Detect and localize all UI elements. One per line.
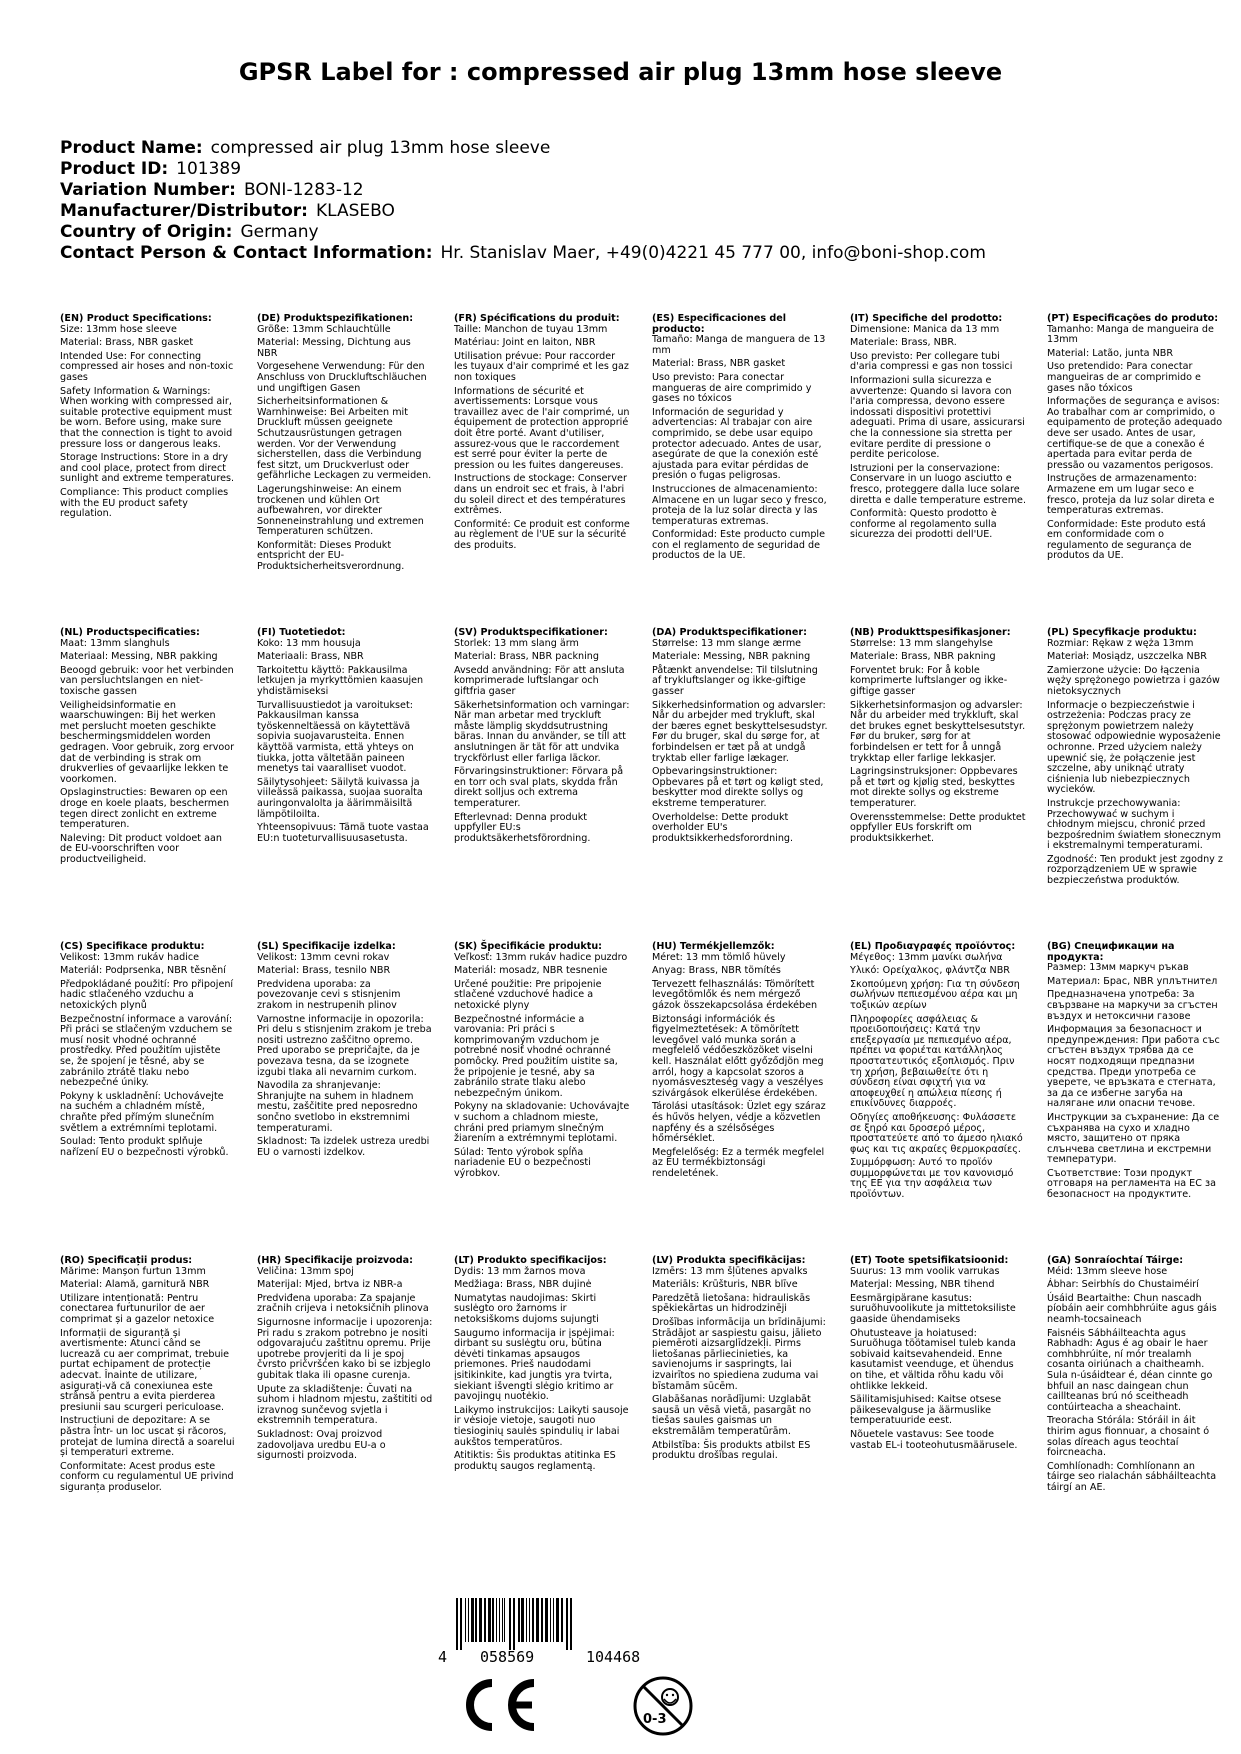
spec-row: Sikkerhetsinformasjon og advarsler: Når du arbeider med trykkluft, skal det brukes egnet beskyttelsesutstyr. Før du bruker, sørg for at forbindelsen er tett for å unngå trykktap eller farlige lekkasjer. [850,699,1026,764]
product-info-value: Germany [240,222,319,242]
spec-row: Méret: 13 mm tömlő hüvely [652,951,786,963]
spec-row: Informazioni sulla sicurezza e avvertenze: Quando si lavora con l'aria compressa, devono essere indossati dispositivi protettivi adeguati. Prima di usare, assicurarsi che la connessione sia stretta per evitare perdite di pressione o perdite pericolose. [850,374,1025,461]
spec-row: Safety Information & Warnings: When working with compressed air, suitable protective equipment must be worn. Before using, make sure that the connection is tight to avoid pressure loss or dangerous leaks. [60,385,233,450]
spec-row: Utilisation prévue: Pour raccorder les tuyaux d'air comprimé et les gaz non toxiques [454,350,629,383]
spec-heading: (RO) Specificații produs: [60,1255,193,1266]
spec-heading: (EN) Product Specifications: [60,313,212,324]
spec-row: Bezpečnostní informace a varování: Při práci se stlačeným vzduchem se musí nosit vhodné ochranné prostředky. Před použitím ujistěte se, že spojení je těsné, aby se zabránilo ztrátě tlaku nebo nebezpečné úniky. [60,1013,233,1089]
product-info-value: KLASEBO [315,201,395,221]
spec-row: Materiał: Mosiądz, uszczelka NBR [1047,651,1207,663]
spec-block [850,628,1026,847]
spec-block [850,1256,1026,1454]
spec-heading: (PL) Specyfikacje produktu: [1047,627,1197,638]
ce-mark-icon [456,1675,540,1735]
spec-row: Material: Brass, NBR gasket [60,337,194,349]
spec-row: Μέγεθος: 13mm μανίκι σωλήνα [850,951,1003,963]
spec-heading: (ET) Toote spetsifikatsioonid: [850,1255,1009,1266]
spec-row: Tamanho: Manga de mangueira de 13mm [1047,323,1214,346]
barcode-digits-right: 104468 [586,1648,641,1666]
spec-row: Súlad: Tento výrobok spĺňa nariadenie EÚ o bezpečnosti výrobkov. [454,1146,591,1179]
spec-block [1047,628,1223,890]
spec-row: Material: Messing, Dichtung aus NBR [257,337,411,359]
product-info-label: Country of Origin: [60,222,233,242]
spec-row: Sukladnost: Ovaj proizvod zadovoljava uredbu EU-a o sigurnosti proizvoda. [257,1428,386,1462]
spec-block [454,628,630,847]
spec-row: Upute za skladištenje: Čuvati na suhom i hladnom mjestu, zaštititi od izravnog sunčevog svjetla i ekstremnih temperatura. [257,1383,433,1427]
spec-row: Soulad: Tento produkt splňuje nařízení EU o bezpečnosti výrobků. [60,1136,229,1158]
spec-row: Storlek: 13 mm slang ärm [454,637,579,649]
spec-row: Předpokládané použití: Pro připojení hadic stlačeného vzduchu a netoxických plynů [60,978,234,1011]
product-info-row [60,243,986,264]
spec-row: Informacje o bezpieczeństwie i ostrzeżenia: Podczas pracy ze sprężonym powietrzem należy stosować odpowiednie wyposażenie ochronne. Przed użyciem należy upewnić się, że połączenie jest szczelne, aby uniknąć utraty ciśnienia lub niebezpiecznych wycieków. [1047,699,1221,796]
spec-row: Säilitamisjuhised: Kaitse otsese päikesevalguse ja äärmuslike temperatuuride eest. [850,1394,1002,1427]
spec-row: Utilizare intenționată: Pentru conectarea furtunurilor de aer comprimat și a gazelor netoxice [60,1292,215,1325]
spec-row: Uso previsto: Per collegare tubi d'aria compressi e gas non tossici [850,350,1013,373]
spec-row: Påtænkt anvendelse: Til tilslutning af trykluftslanger og ikke-giftige gasser [652,664,818,697]
page-title: GPSR Label for : compressed air plug 13mm hose sleeve [238,58,1003,86]
spec-row: Laikymo instrukcijos: Laikyti sausoje ir vėsioje vietoje, saugoti nuo tiesioginių saulės spindulių ir labai aukštos temperatūros. [454,1404,629,1448]
product-info-row [60,138,986,159]
spec-row: Sigurnosne informacije i upozorenja: Pri radu s zrakom potrebno je nositi odgovarajuću zaštitnu opremu. Prije upotrebe provjeriti da li je spoj čvrsto pričvršćen kako bi se izbjeglo gubitak tlaka ili opasne curenja. [257,1316,433,1381]
spec-row: Treoracha Stórála: Stóráil in áit thirim agus fionnuar, a chosaint ó solas díreach agus teochtaí foircneacha. [1047,1415,1210,1459]
spec-row: Opslaginstructies: Bewaren op een droge en koele plaats, beschermen tegen direct zonlicht en extreme temperaturen. [60,787,230,831]
spec-block [454,1256,630,1475]
spec-block [454,942,630,1182]
spec-block [454,314,630,554]
spec-row: Instrucciones de almacenamiento: Almacene en un lugar seco y fresco, proteja de la luz solar directa y las temperaturas extremas. [652,483,827,527]
spec-row: Instrukcje przechowywania: Przechowywać w suchym i chłodnym miejscu, chronić przed bezpośrednim światłem słonecznym i ekstremalnymi temperaturami. [1047,797,1222,852]
spec-row: Conformité: Ce produit est conforme au règlement de l'UE sur la sécurité des produits. [454,518,630,551]
spec-row: Drošības informācija un brīdinājumi: Strādājot ar saspiestu gaisu, jālieto piemēroti aizsarglīdzekļi. Pirms lietošanas pārliecinieties, ka savienojums ir saspringts, lai izvairītos no spiediena zuduma vai bīstamām sūcēm. [652,1316,826,1392]
spec-row: Dydis: 13 mm žarnos mova [454,1265,586,1277]
barcode-digit-first: 4 [438,1648,448,1666]
spec-row: Matériau: Joint en laiton, NBR [454,337,596,349]
spec-heading: (SK) Špecifikácie produktu: [454,941,603,952]
spec-heading: (DA) Produktspecifikationer: [652,627,807,638]
product-info-row [60,159,986,180]
spec-row: Materiaal: Messing, NBR pakking [60,651,218,663]
spec-row: Materiale: Brass, NBR pakning [850,651,996,663]
spec-block [257,628,433,847]
spec-row: Materiale: Brass, NBR. [850,337,957,349]
spec-row: Sikkerhedsinformation og advarsler: Når du arbejder med trykluft, skal der bæres egnet beskyttelsesudstyr. Før du bruger, skal du sørge for, at forbindelsen er tæt på at undgå tryktab eller farlige lækager. [652,699,828,764]
spec-row: Οδηγίες αποθήκευσης: Φυλάσσετε σε ξηρό και δροσερό μέρος, προστατεύετε από το άμεσο ηλιακό φως και τις ακραίες θερμοκρασίες. [850,1111,1023,1155]
spec-heading: (EL) Προδιαγραφές προϊόντος: [850,941,1016,952]
spec-row: Información de seguridad y advertencias: Al trabajar con aire comprimido, se debe usar equipo protector adecuado. Antes de usar, asegúrate de que la conexión esté ajustada para evitar pérdidas de presión o fugas peligrosas. [652,406,822,482]
spec-row: Размер: 13мм маркуч ръкав [1047,962,1189,974]
spec-row: Nõuetele vastavus: See toode vastab EL-i tooteohutusmäärusele. [850,1428,1018,1451]
spec-row: Pokyny na skladovanie: Uchovávajte v suchom a chladnom mieste, chráni pred priamym slnečným žiarením a extrémnymi teplotami. [454,1101,630,1145]
spec-row: Predvidena uporaba: za povezovanje cevi s stisnjenim zrakom in nestrupenih plinov [257,978,401,1011]
spec-row: Comhlíonadh: Comhlíonann an táirge seo rialachán sábháilteachta táirgí an AE. [1047,1460,1217,1493]
spec-row: Istruzioni per la conservazione: Conservare in un luogo asciutto e fresco, proteggere dalla luce solare diretta e dalle temperature estreme. [850,462,1026,506]
spec-row: Avsedd användning: För att ansluta komprimerade luftslangar och giftfria gaser [454,664,625,697]
spec-row: Conformitate: Acest produs este conform cu regulamentul UE privind siguranța produselor. [60,1460,234,1493]
spec-row: Dimensione: Manica da 13 mm [850,323,1000,335]
product-info-value: BONI-1283-12 [243,180,364,200]
spec-row: Größe: 13mm Schlauchtülle [257,323,391,335]
spec-heading: (ES) Especificaciones del producto: [652,313,787,335]
spec-row: Material: Alamă, garnitură NBR [60,1279,210,1291]
spec-row: Instrucțiuni de depozitare: A se păstra într- un loc uscat și răcoros, protejat de lumina directă a soarelui și temperaturi extreme. [60,1415,235,1459]
spec-block [1047,942,1223,1204]
spec-row: Zamierzone użycie: Do łączenia węży sprężonego powietrza i gazów nietoksycznych [1047,664,1220,697]
spec-row: Numatytas naudojimas: Skirti suslėgto oro žarnoms ir netoksiškoms dujoms sujungti [454,1292,599,1325]
product-info-row [60,201,986,222]
spec-row: Biztonsági információk és figyelmeztetések: A tömörített levegővel való munka során a megfelelő védőeszközöket viselni kell. Használat előtt győződjön meg arról, hogy a kapcsolat szoros a nyomásveszteség vagy a veszélyes szivárgások elkerülése érdekében. [652,1013,824,1099]
spec-row: Materiál: Podprsenka, NBR těsnění [60,965,226,977]
spec-row: Izmērs: 13 mm šļūtenes apvalks [652,1265,808,1277]
spec-row: Conformità: Questo prodotto è conforme al regolamento sulla sicurezza dei prodotti dell'UE. [850,508,997,541]
spec-row: Úsáid Beartaithe: Chun nascadh píobáin aeir comhbhrúite agus gáis neamh-tocsaineach [1047,1292,1217,1325]
spec-row: Ábhar: Seirbhís do Chustaiméirí [1047,1279,1199,1291]
spec-block [652,1256,828,1465]
spec-row: Eesmärgipärane kasutus: suruõhuvoolikute ja mittetoksiliste gaaside ühendamiseks [850,1292,1016,1325]
spec-row: Инструкции за съхранение: Да се съхранява на сухо и хладно място, защитено от пряка слънчева светлина и екстремни температури. [1047,1111,1220,1166]
spec-row: Veľkosť: 13mm rukáv hadice puzdro [454,951,628,963]
spec-row: Tárolási utasítások: Üzlet egy száraz és hűvös helyen, védje a közvetlen napfény és a szélsőséges hőmérséklet. [652,1101,826,1145]
spec-block [652,942,828,1182]
spec-row: Съответствие: Този продукт отговаря на регламента на ЕС за безопасност на продуктите. [1047,1167,1216,1201]
spec-row: Informații de siguranță și avertismente: Atunci când se lucrează cu aer comprimat, trebuie purtat echipament de protecție adecvat. Înainte de utilizare, asigurați-vă că conexiunea este strânsă pentru a evita pierderea presiunii sau scurgeri periculoase. [60,1327,230,1413]
spec-row: Materiāls: Krūšturis, NBR blīve [652,1279,798,1291]
spec-row: Sicherheitsinformationen & Warnhinweise: Bei Arbeiten mit Druckluft müssen geeignete Schutzausrüstungen getragen werden. Vor der Verwendung sicherstellen, dass die Verbindung fest sitzt, um Druckverlust oder gefährliche Leckagen zu vermeiden. [257,396,432,482]
spec-row: Material: Brass, tesnilo NBR [257,965,391,977]
spec-row: Lagerungshinweise: An einem trockenen und kühlen Ort aufbewahren, vor direkter Sonneneinstrahlung und extremen Temperaturen schützen. [257,483,424,538]
spec-row: Faisnéis Sábháilteachta agus Rabhadh: Agus é ag obair le haer comhbhrúite, ní mór trealamh cosanta oiriúnach a chaitheamh. Sula n-úsáidtear é, déan cinnte go bhfuil an nasc daingean chun caillteanas brú nó sceitheadh contúirteacha a sheachaint. [1047,1327,1213,1413]
spec-row: Предназначена употреба: За свързване на маркучи за сгъстен въздух и нетоксични газове [1047,989,1218,1022]
spec-heading: (GA) Sonraíochtaí Táirge: [1047,1255,1184,1266]
spec-row: Størrelse: 13 mm slange ærme [652,637,802,649]
spec-row: Bezpečnostné informácie a varovania: Pri práci s komprimovaným vzduchom je potrebné nosiť vhodné ochranné pomôcky. Pred použitím uistite sa, že pripojenie je tesné, aby sa zabránilo strate tlaku alebo nebezpečným únikom. [454,1013,618,1099]
spec-row: Πληροφορίες ασφάλειας & προειδοποιήσεις: Κατά την επεξεργασία με πεπιεσμένο αέρα, πρέπει να φοριέται κατάλληλος προστατευτικός εξοπλισμός. Πριν τη χρήση, βεβαιωθείτε ότι η σύνδεση είναι σφιχτή για να αποφευχθεί η απώλεια πίεσης ή επικίνδυνες διαρροές. [850,1013,1015,1110]
spec-heading: (BG) Спецификации на продукта: [1047,941,1175,963]
spec-row: Turvallisuustiedot ja varoitukset: Pakkausilman kanssa työskenneltäessä on käytettävä sopivia suojavarusteita. Ennen käyttöä varmista, että yhteys on tiukka, jotta vältetään paineen menetys tai vaaralliset vuodot. [257,699,414,775]
spec-row: Säkerhetsinformation och varningar: När man arbetar med tryckluft måste lämplig skyddsutrustning bäras. Innan du använder, se till att anslutningen är tät för att undvika tryckförlust eller farliga läckor. [454,699,630,764]
spec-row: Informações de segurança e avisos: Ao trabalhar com ar comprimido, o equipamento de proteção adequado deve ser usado. Antes de usar, certifique-se de que a conexão é apertada para evitar perda de pressão ou vazamentos perigosos. [1047,396,1223,471]
spec-row: Yhteensopivuus: Tämä tuote vastaa EU:n tuoteturvallisuusasetusta. [257,822,429,844]
spec-row: Instructions de stockage: Conserver dans un endroit sec et frais, à l'abri du soleil direct et des températures extrêmes. [454,473,627,517]
spec-row: Skladnost: Ta izdelek ustreza uredbi EU o varnosti izdelkov. [257,1136,430,1158]
spec-row: Rozmiar: Rękaw z węża 13mm [1047,637,1194,649]
spec-row: Suurus: 13 mm voolik varrukas [850,1265,1000,1277]
spec-row: Material: Latão, junta NBR [1047,347,1174,359]
spec-heading: (DE) Produktspezifikationen: [257,313,414,324]
spec-row: Beoogd gebruik: voor het verbinden van persluchtslangen en niet-toxische gassen [60,664,234,697]
spec-row: Material: Brass, NBR gasket [652,358,786,370]
spec-row: Paredzētā lietošana: hidrauliskās spēkiekārtas un hidrodzinēji [652,1292,811,1315]
spec-block [850,314,1026,544]
spec-row: Materjal: Messing, NBR tihend [850,1279,995,1291]
spec-row: Uso previsto: Para conectar mangueras de aire comprimido y gases no tóxicos [652,371,812,405]
spec-row: Compliance: This product complies with the EU product safety regulation. [60,486,229,520]
spec-row: Megfelelőség: Ez a termék megfelel az EU termékbiztonsági rendeletének. [652,1146,825,1179]
spec-row: Naleving: Dit product voldoet aan de EU-voorschriften voor productveiligheid. [60,832,222,865]
spec-heading: (SV) Produktspecifikationer: [454,627,608,638]
product-info-value: compressed air plug 13mm hose sleeve [210,138,551,158]
spec-heading: (LV) Produkta specifikācijas: [652,1255,806,1266]
spec-row: Zgodność: Ten produkt jest zgodny z rozporządzeniem UE w sprawie bezpieczeństwa produktów. [1047,853,1223,887]
spec-row: Overensstemmelse: Dette produktet oppfyller EUs forskrift om produktsikkerhet. [850,811,1026,844]
spec-row: Určené použitie: Pre pripojenie stlačené vzduchové hadice a netoxické plyny [454,978,602,1011]
svg-text:0-3: 0-3 [643,1712,667,1727]
spec-row: Opbevaringsinstruktioner: Opbevares på et tørt og køligt sted, beskytter mod direkte sollys og ekstreme temperaturer. [652,766,824,809]
spec-row: Predviđena uporaba: Za spajanje zračnih crijeva i netoksičnih plinova [257,1292,429,1315]
spec-row: Instruções de armazenamento: Armazene em um lugar seco e fresco, proteja da luz solar direta e temperaturas extremas. [1047,473,1215,517]
spec-row: Storage Instructions: Store in a dry and cool place, protect from direct sunlight and extreme temperatures. [60,452,235,485]
spec-row: Velikost: 13mm rukáv hadice [60,951,200,963]
spec-row: Maat: 13mm slanghuls [60,637,170,649]
product-info-value: Hr. Stanislav Maer, +49(0)4221 45 777 00, info@boni-shop.com [440,243,986,263]
spec-row: Информация за безопасност и предупреждения: При работа със сгъстен въздух трябва да се носят подходящи предпазни средства. Преди употреба се уверете, че връзката е стегната, за да се избегне загуба на налягане или опасни течове. [1047,1024,1220,1110]
spec-row: Medžiaga: Brass, NBR dujinė [454,1279,592,1291]
spec-row: Størrelse: 13 mm slangehylse [850,637,993,649]
product-info-label: Manufacturer/Distributor: [60,201,308,221]
spec-row: Материал: Брас, NBR уплътнител [1047,975,1218,987]
spec-block [1047,1256,1223,1496]
spec-row: Conformidad: Este producto cumple con el reglamento de seguridad de productos de la UE. [652,529,825,562]
spec-block [652,628,828,847]
product-info [60,138,986,264]
spec-heading: (NB) Produkttspesifikasjoner: [850,627,1011,638]
product-info-label: Product Name: [60,138,203,158]
spec-row: Overholdelse: Dette produkt overholder EU's produktsikkerhedsforordning. [652,811,794,844]
spec-row: Forventet bruk: For å koble komprimerte luftslanger og ikke-giftige gasser [850,664,1008,697]
spec-row: Tervezett felhasználás: Tömörített levegőtömlők és nem mérgező gázok összekapcsolása érdekében [652,978,818,1011]
spec-block [60,628,236,868]
spec-row: Συμμόρφωση: Αυτό το προϊόν συμμορφώνεται με τον κανονισμό της ΕΕ για την ασφάλεια των προϊόντων. [850,1157,1014,1201]
spec-heading: (FI) Tuotetiedot: [257,627,346,638]
spec-row: Materiaali: Brass, NBR [257,651,364,663]
product-info-label: Contact Person & Contact Information: [60,243,433,263]
spec-row: Materijal: Mjed, brtva iz NBR-a [257,1279,403,1291]
spec-row: Σκοπούμενη χρήση: Για τη σύνδεση σωλήνων πεπιεσμένου αέρα και μη τοξικών αερίων [850,978,1020,1011]
product-info-row [60,180,986,201]
product-info-label: Product ID: [60,159,169,179]
spec-block [257,314,433,576]
spec-row: Intended Use: For connecting compressed air hoses and non-toxic gases [60,350,234,383]
spec-row: Pokyny k uskladnění: Uchovávejte na suchém a chladném místě, chraňte před přímým slunečním světlem a extrémními teplotami. [60,1090,224,1134]
spec-heading: (NL) Productspecificaties: [60,627,200,638]
spec-row: Tamaño: Manga de manguera de 13 mm [652,334,826,356]
spec-row: Atbilstība: Šis produkts atbilst ES produktu drošības regulai. [652,1439,811,1462]
spec-heading: (FR) Spécifications du produit: [454,313,620,324]
spec-heading: (IT) Specifiche del prodotto: [850,313,1003,324]
spec-row: Taille: Manchon de tuyau 13mm [454,323,608,335]
spec-heading: (HU) Termékjellemzők: [652,941,775,952]
spec-row: Navodila za shranjevanje: Shranjujte na suhem in hladnem mestu, zaščitite pred neposredno sončno svetlobo in ekstremnimi temperaturami. [257,1080,418,1134]
spec-row: Ohutusteave ja hoiatused: Suruõhuga töötamisel tuleb kanda sobivaid kaitsevahendeid. Enne kasutamist veenduge, et ühendus on tihe, et vältida rõhu kadu või ohtlikke lekkeid. [850,1327,1016,1392]
spec-block [60,1256,236,1496]
spec-heading: (SL) Specifikacije izdelka: [257,941,396,952]
spec-row: Saugumo informacija ir įspėjimai: dirbant su suslėgtu oru, būtina dėvėti tinkamas apsaugos priemones. Prieš naudodami įsitikinkite, kad jungtis yra tvirta, siekiant išvengti slėgio kritimo ar pavojingų nuotėkio. [454,1327,615,1403]
spec-row: Lagringsinstruksjoner: Oppbevares på et tørt og kjølig sted, beskyttes mot direkte sollys og ekstreme temperaturer. [850,766,1018,809]
spec-row: Förvaringsinstruktioner: Förvara på en torr och sval plats, skydda från direkt solljus och extrema temperaturer. [454,766,624,809]
spec-row: Tarkoitettu käyttö: Pakkausilma letkujen ja myrkyttömien kaasujen yhdistämiseksi [257,664,424,697]
spec-row: Vorgesehene Verwendung: Für den Anschluss von Druckluftschläuchen und ungiftigen Gasen [257,361,427,394]
spec-row: Méid: 13mm sleeve hose [1047,1265,1168,1277]
spec-row: Conformidade: Este produto está em conformidade com o regulamento de segurança de produtos da UE. [1047,518,1206,562]
spec-row: Material: Brass, NBR packning [454,651,599,663]
spec-block [60,942,236,1161]
product-info-row [60,222,986,243]
spec-row: Materiale: Messing, NBR pakning [652,651,811,663]
spec-row: Anyag: Brass, NBR tömítés [652,965,781,977]
spec-row: Mărime: Manșon furtun 13mm [60,1265,206,1277]
spec-row: Atitiktis: Šis produktas atitinka ES produktų saugos reglamentą. [454,1450,616,1472]
spec-block [257,942,433,1161]
spec-heading: (HR) Specifikacije proizvoda: [257,1255,413,1266]
spec-row: Velikost: 13mm cevni rokav [257,951,390,963]
product-info-value: 101389 [176,159,242,179]
spec-block [1047,314,1223,565]
spec-row: Konformität: Dieses Produkt entspricht der EU-Produktsicherheitsverordnung. [257,539,405,573]
spec-row: Varnostne informacije in opozorila: Pri delu s stisnjenim zrakom je treba nositi ustrezno zaščitno opremo. Pred uporabo se prepričajte, da je povezava tesna, da se izognete izgubi tlaka ali nevarnim curkom. [257,1013,432,1078]
spec-block [652,314,828,565]
spec-heading: (CS) Specifikace produktu: [60,941,205,952]
spec-row: Koko: 13 mm housuja [257,637,361,649]
spec-row: Informations de sécurité et avertissements: Lorsque vous travaillez avec de l'air comprimé, un équipement de protection approprié doit être porté. Avant d'utiliser, assurez-vous que le raccordement est serré pour éviter la perte de pression ou les fuites dangereuses. [454,385,630,471]
spec-row: Materiál: mosadz, NBR tesnenie [454,965,608,977]
spec-row: Glabāšanas norādījumi: Uzglabāt sausā un vēsā vietā, pasargāt no tiešas saules gaismas un ekstremālām temperatūrām. [652,1394,811,1437]
product-info-label: Variation Number: [60,180,236,200]
spec-row: Size: 13mm hose sleeve [60,323,177,335]
spec-row: Uso pretendido: Para conectar mangueiras de ar comprimido e gases não tóxicos [1047,361,1201,394]
spec-row: Veiligheidsinformatie en waarschuwingen: Bij het werken met perslucht moeten geschikte beschermingsmiddelen worden gedragen. Voor gebruik, zorg ervoor dat de verbinding is strak om drukverlies of gevaarlijke lekken te voorkomen. [60,699,235,785]
spec-block [257,1256,433,1465]
spec-block [60,314,236,523]
barcode-digits-left: 058569 [480,1648,535,1666]
spec-row: Veličina: 13mm spoj [257,1265,354,1277]
barcode-icon [452,1598,677,1650]
spec-heading: (PT) Especificações do produto: [1047,313,1219,324]
spec-block [850,942,1026,1204]
spec-row: Säilytysohjeet: Säilytä kuivassa ja viileässä paikassa, suojaa suoralta auringonvalolta ja äärimmäisiltä lämpötiloilta. [257,776,423,820]
spec-row: Efterlevnad: Denna produkt uppfyller EU:s produktsäkerhetsförordning. [454,811,591,844]
spec-heading: (LT) Produkto specifikacijos: [454,1255,607,1266]
spec-row: Υλικό: Ορείχαλκος, φλάντζα NBR [850,965,1010,977]
age-warning-0-3-icon [632,1675,694,1737]
